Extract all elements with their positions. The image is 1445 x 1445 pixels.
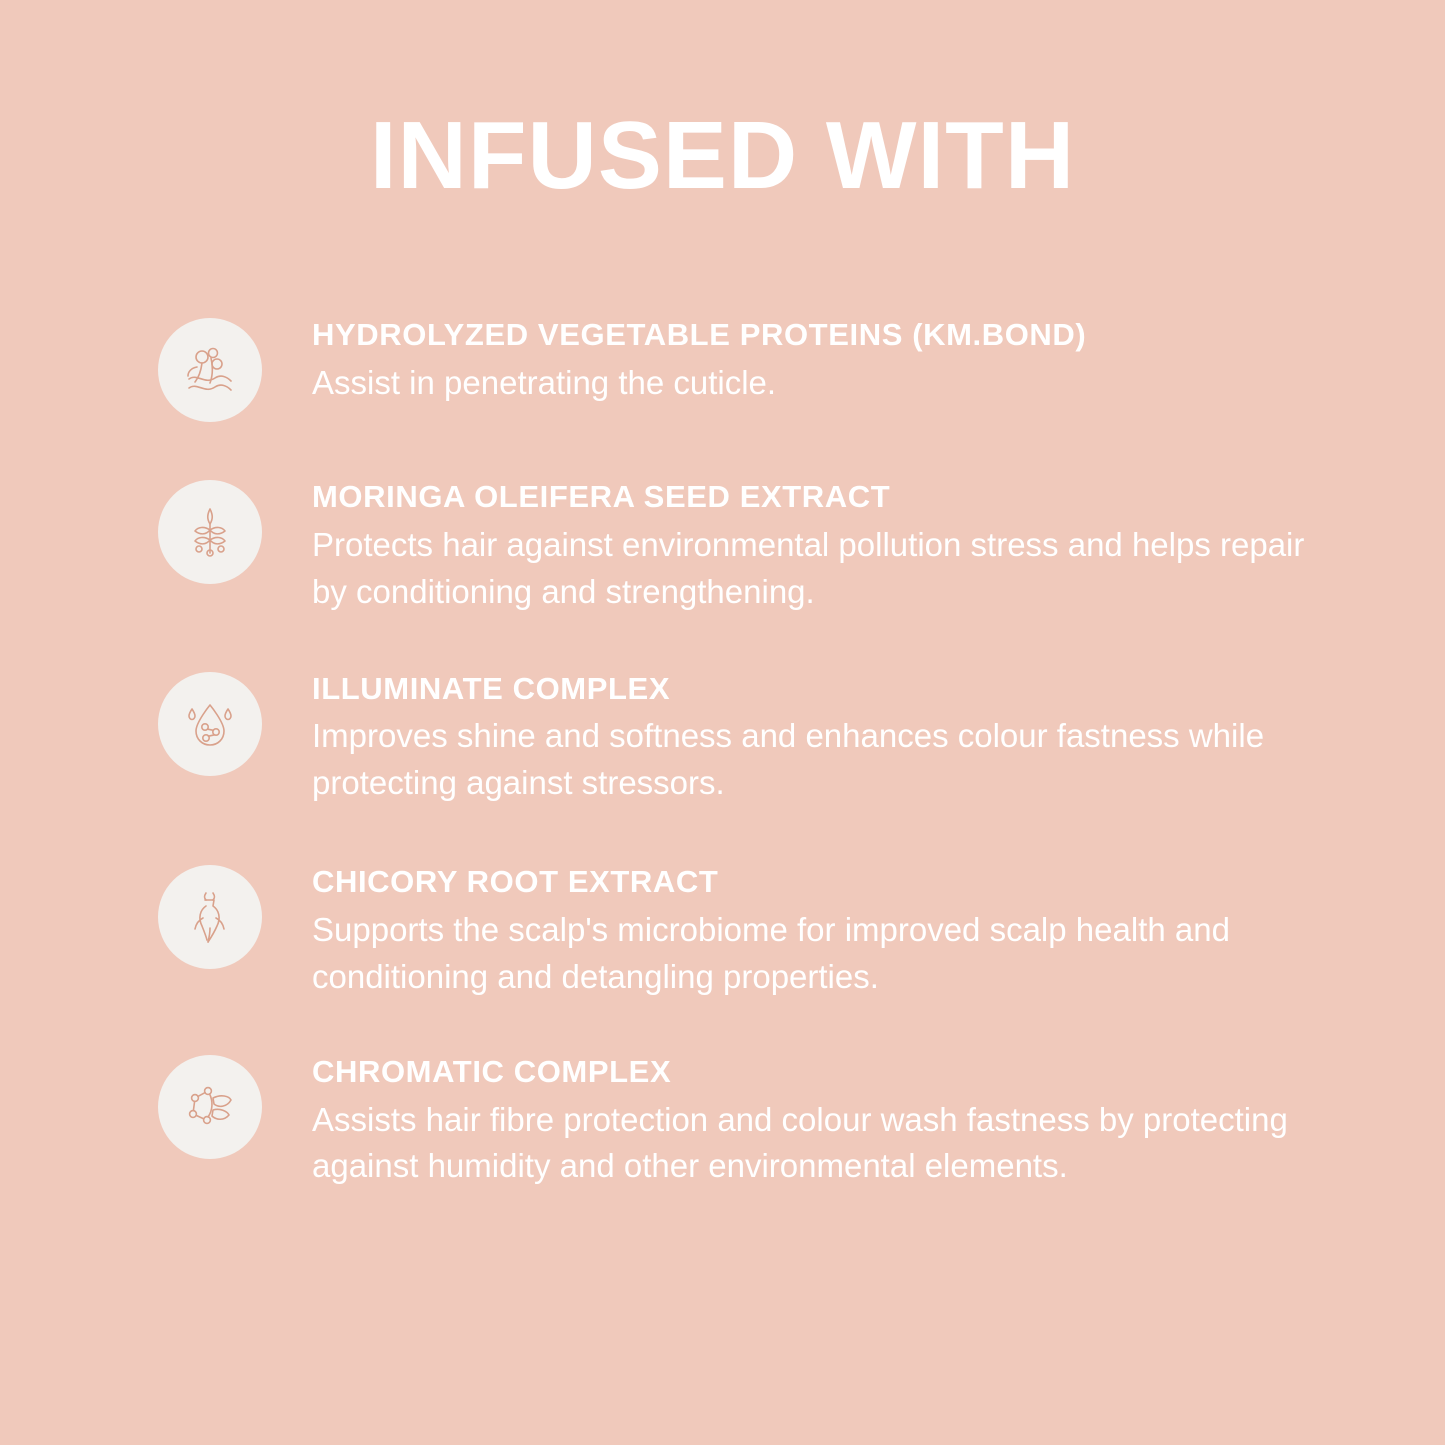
list-item-description: Assists hair fibre protection and colour wash fastness by protecting against humidity and other environmental elements. [312,1100,1288,1185]
list-item-description: Protects hair against environmental pollution stress and helps repair by conditioning and strengthening. [312,525,1305,610]
molecule-leaf-icon [158,1055,262,1159]
ingredient-list [158,312,1338,1228]
list-item-text [312,1049,1322,1191]
list-item [158,312,1338,422]
list-item-text [312,859,1322,1001]
list-item-description: Assist in penetrating the cuticle. [312,363,777,401]
water-droplet-icon [158,672,262,776]
list-item-text [312,312,1086,407]
list-item-title: CHICORY ROOT EXTRACT [312,864,719,900]
page-title: INFUSED WITH [369,102,1076,209]
flower-wave-icon [158,318,262,422]
list-item-text [312,474,1322,616]
list-item-title: ILLUMINATE COMPLEX [312,670,671,706]
list-item-title: MORINGA OLEIFERA SEED EXTRACT [312,479,891,514]
list-item-description: Improves shine and softness and enhances colour fastness while protecting against stressors. [312,717,1265,802]
list-item [158,859,1338,1001]
seed-branch-icon [158,480,262,584]
list-item [158,474,1338,616]
list-item-title: HYDROLYZED VEGETABLE PROTEINS (KM.BOND) [312,317,1087,352]
list-item [158,1049,1338,1191]
list-item-title: CHROMATIC COMPLEX [312,1053,672,1089]
list-item-text [312,666,1322,808]
list-item-description: Supports the scalp's microbiome for improved scalp health and conditioning and detangling properties. [312,910,1230,995]
list-item [158,666,1338,808]
root-icon [158,865,262,969]
